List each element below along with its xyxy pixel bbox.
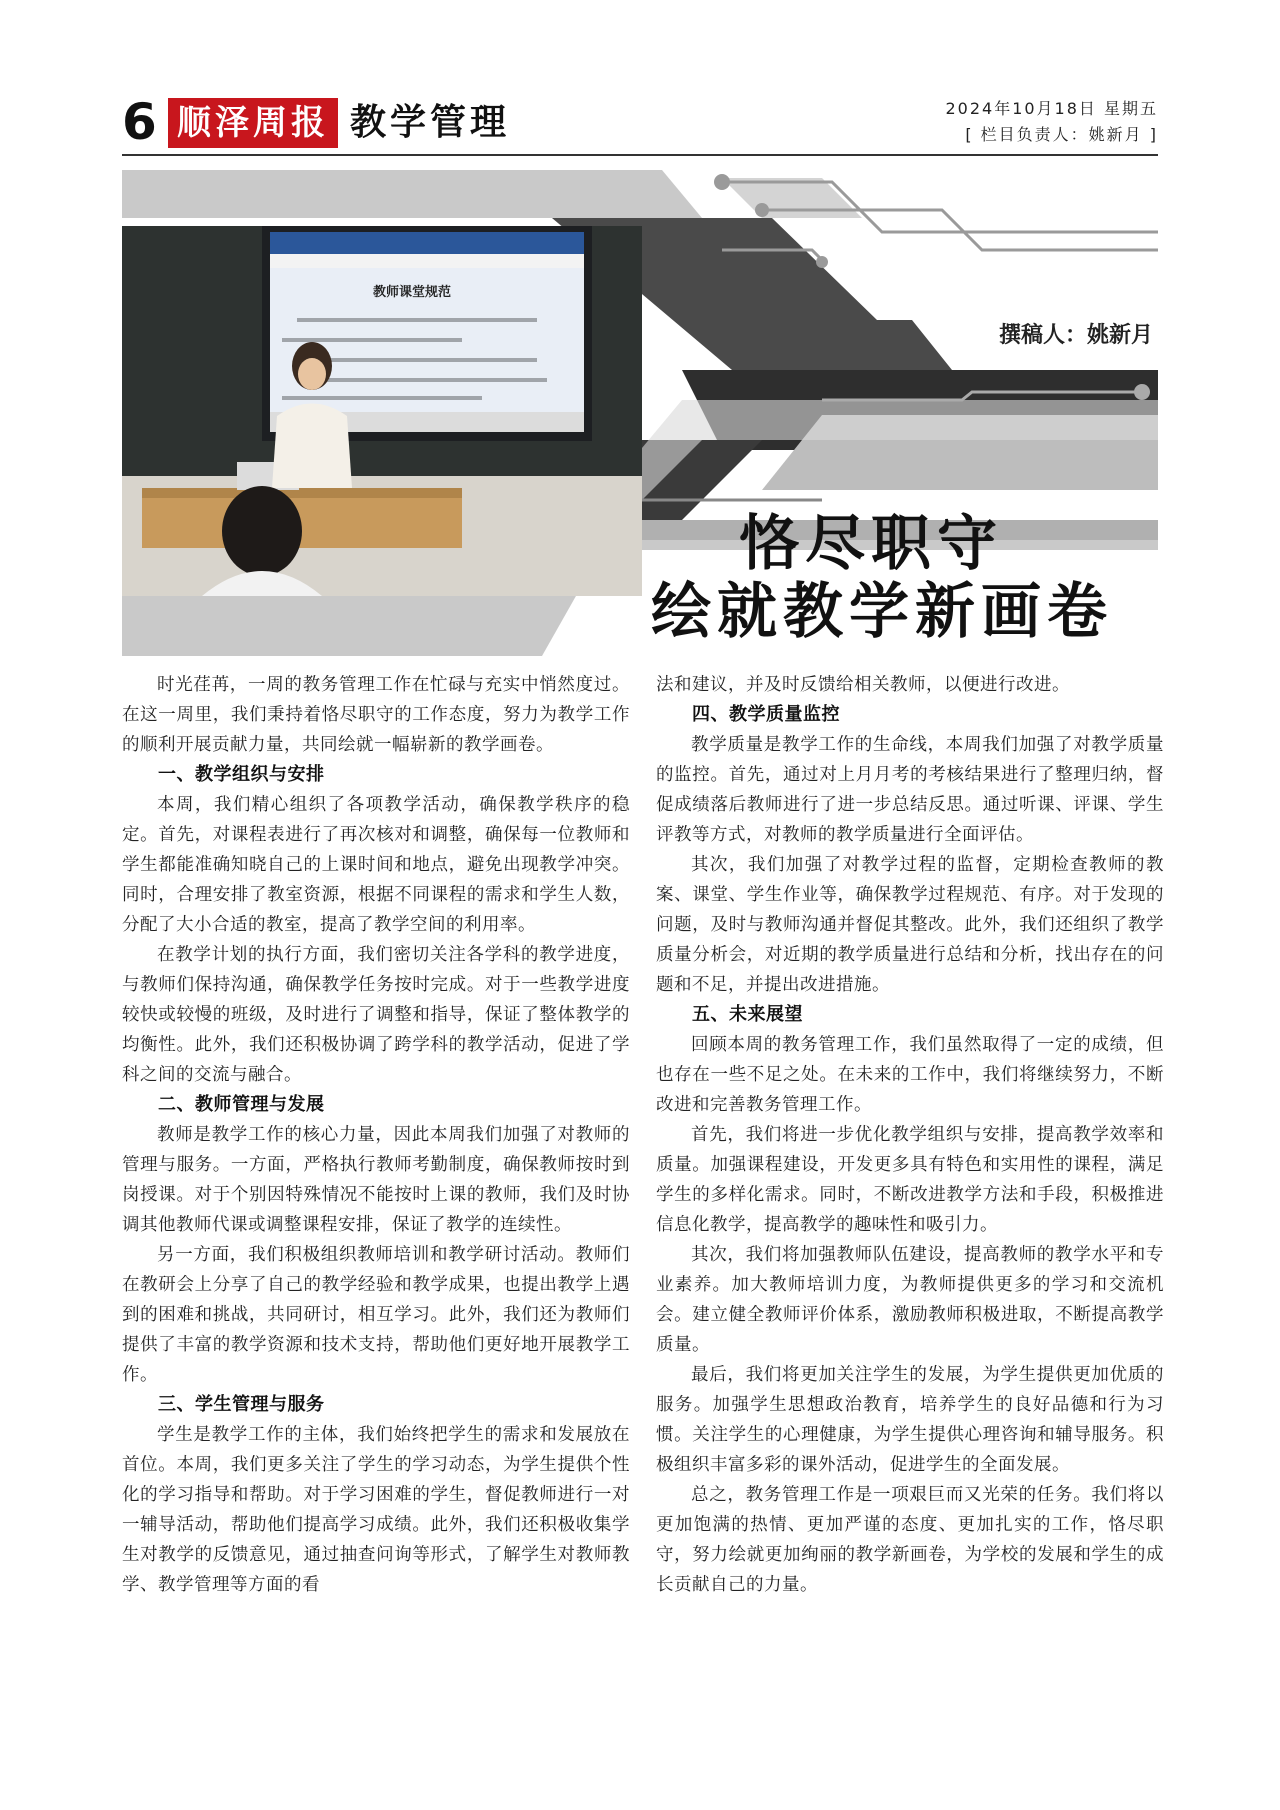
paragraph: 回顾本周的教务管理工作，我们虽然取得了一定的成绩，但也存在一些不足之处。在未来的工作中，我们将继续努力，不断改进和完善教务管理工作。 xyxy=(656,1035,1164,1115)
article-column-left xyxy=(122,670,630,1600)
page-number: 6 xyxy=(122,93,157,151)
paragraph: 在教学计划的执行方面，我们密切关注各学科的教学进度，与教师们保持沟通，确保教学任务按时完成。对于一些教学进度较快或较慢的班级，及时进行了调整和指导，保证了整体教学的均衡性。此外，我们还积极协调了跨学科的教学活动，促进了学科之间的交流与融合。 xyxy=(122,945,630,1085)
paragraph: 法和建议，并及时反馈给相关教师，以便进行改进。 xyxy=(656,675,1070,695)
section-title: 教学管理 xyxy=(350,102,511,143)
slide-title: 教师课堂规范 xyxy=(372,285,452,300)
newspaper-logo: 顺泽周报 xyxy=(168,98,338,148)
paragraph: 其次，我们将加强教师队伍建设，提高教师的教学水平和专业素养。加大教师培训力度，为教师提供更多的学习和交流机会。建立健全教师评价体系，激励教师积极进取，不断提高教学质量。 xyxy=(656,1245,1164,1355)
section-heading: 三、学生管理与服务 xyxy=(158,1394,325,1415)
paragraph: 首先，我们将进一步优化教学组织与安排，提高教学效率和质量。加强课程建设，开发更多具有特色和实用性的课程，满足学生的多样化需求。同时，不断改进教学方法和手段，积极推进信息化教学，提高教学的趣味性和吸引力。 xyxy=(656,1125,1164,1235)
author-byline: 撰稿人：姚新月 xyxy=(999,323,1154,348)
paragraph: 总之，教务管理工作是一项艰巨而又光荣的任务。我们将以更加饱满的热情、更加严谨的态度、更加扎实的工作，恪尽职守，努力绘就更加绚丽的教学新画卷，为学校的发展和学生的成长贡献自己的力量。 xyxy=(656,1485,1164,1595)
section-heading: 一、教学组织与安排 xyxy=(158,764,325,785)
headline xyxy=(651,510,1113,646)
paragraph: 学生是教学工作的主体，我们始终把学生的需求和发展放在首位。本周，我们更多关注了学生的学习动态，为学生提供个性化的学习指导和帮助。对于学习困难的学生，督促教师进行一对一辅导活动，帮助他们提高学习成绩。此外，我们还积极收集学生对教学的反馈意见，通过抽查问询等形式，了解学生对教师教学、教学管理等方面的看 xyxy=(122,1425,630,1595)
section-heading: 二、教师管理与发展 xyxy=(158,1094,325,1115)
paragraph: 其次，我们加强了对教学过程的监督，定期检查教师的教案、课堂、学生作业等，确保教学过程规范、有序。对于发现的问题，及时与教师沟通并督促其整改。此外，我们还组织了教学质量分析会，对近期的教学质量进行总结和分析，找出存在的问题和不足，并提出改进措施。 xyxy=(656,855,1164,995)
paragraph: 教师是教学工作的核心力量，因此本周我们加强了对教师的管理与服务。一方面，严格执行教师考勤制度，确保教师按时到岗授课。对于个别因特殊情况不能按时上课的教师，我们及时协调其他教师代课或调整课程安排，保证了教学的连续性。 xyxy=(122,1125,630,1235)
headline-line-2: 绘就教学新画卷 xyxy=(651,577,1113,647)
paragraph: 本周，我们精心组织了各项教学活动，确保教学秩序的稳定。首先，对课程表进行了再次核对和调整，确保每一位教师和学生都能准确知晓自己的上课时间和地点，避免出现教学冲突。同时，合理安排了教室资源，根据不同课程的需求和学生人数，分配了大小合适的教室，提高了教学空间的利用率。 xyxy=(122,795,630,935)
column-editor: [ 栏目负责人：姚新月 ] xyxy=(965,125,1158,144)
classroom-photo xyxy=(122,226,642,596)
paragraph: 最后，我们将更加关注学生的发展，为学生提供更加优质的服务。加强学生思想政治教育，培养学生的良好品德和行为习惯。关注学生的心理健康，为学生提供心理咨询和辅导服务。积极组织丰富多彩的课外活动，促进学生的全面发展。 xyxy=(656,1365,1164,1475)
paragraph: 教学质量是教学工作的生命线，本周我们加强了对教学质量的监控。首先，通过对上月月考的考核结果进行了整理归纳，督促成绩落后教师进行了进一步总结反思。通过听课、评课、学生评教等方式，对教师的教学质量进行全面评估。 xyxy=(656,735,1164,845)
banner xyxy=(122,170,1158,656)
header-rule xyxy=(122,154,1158,156)
paragraph: 另一方面，我们积极组织教师培训和教学研讨活动。教师们在教研会上分享了自己的教学经验和教学成果，也提出教学上遇到的困难和挑战，共同研讨，相互学习。此外，我们还为教师们提供了丰富的教学资源和技术支持，帮助他们更好地开展教学工作。 xyxy=(122,1245,630,1385)
paragraph: 时光荏苒，一周的教务管理工作在忙碌与充实中悄然度过。在这一周里，我们秉持着恪尽职守的工作态度，努力为教学工作的顺利开展贡献力量，共同绘就一幅崭新的教学画卷。 xyxy=(122,675,630,755)
section-heading: 五、未来展望 xyxy=(692,1004,803,1025)
section-heading: 四、教学质量监控 xyxy=(692,704,840,725)
article-column-right xyxy=(656,670,1164,1600)
headline-line-1: 恪尽职守 xyxy=(739,509,1003,579)
issue-date: 2024年10月18日 星期五 xyxy=(945,99,1158,118)
masthead xyxy=(122,92,1158,156)
